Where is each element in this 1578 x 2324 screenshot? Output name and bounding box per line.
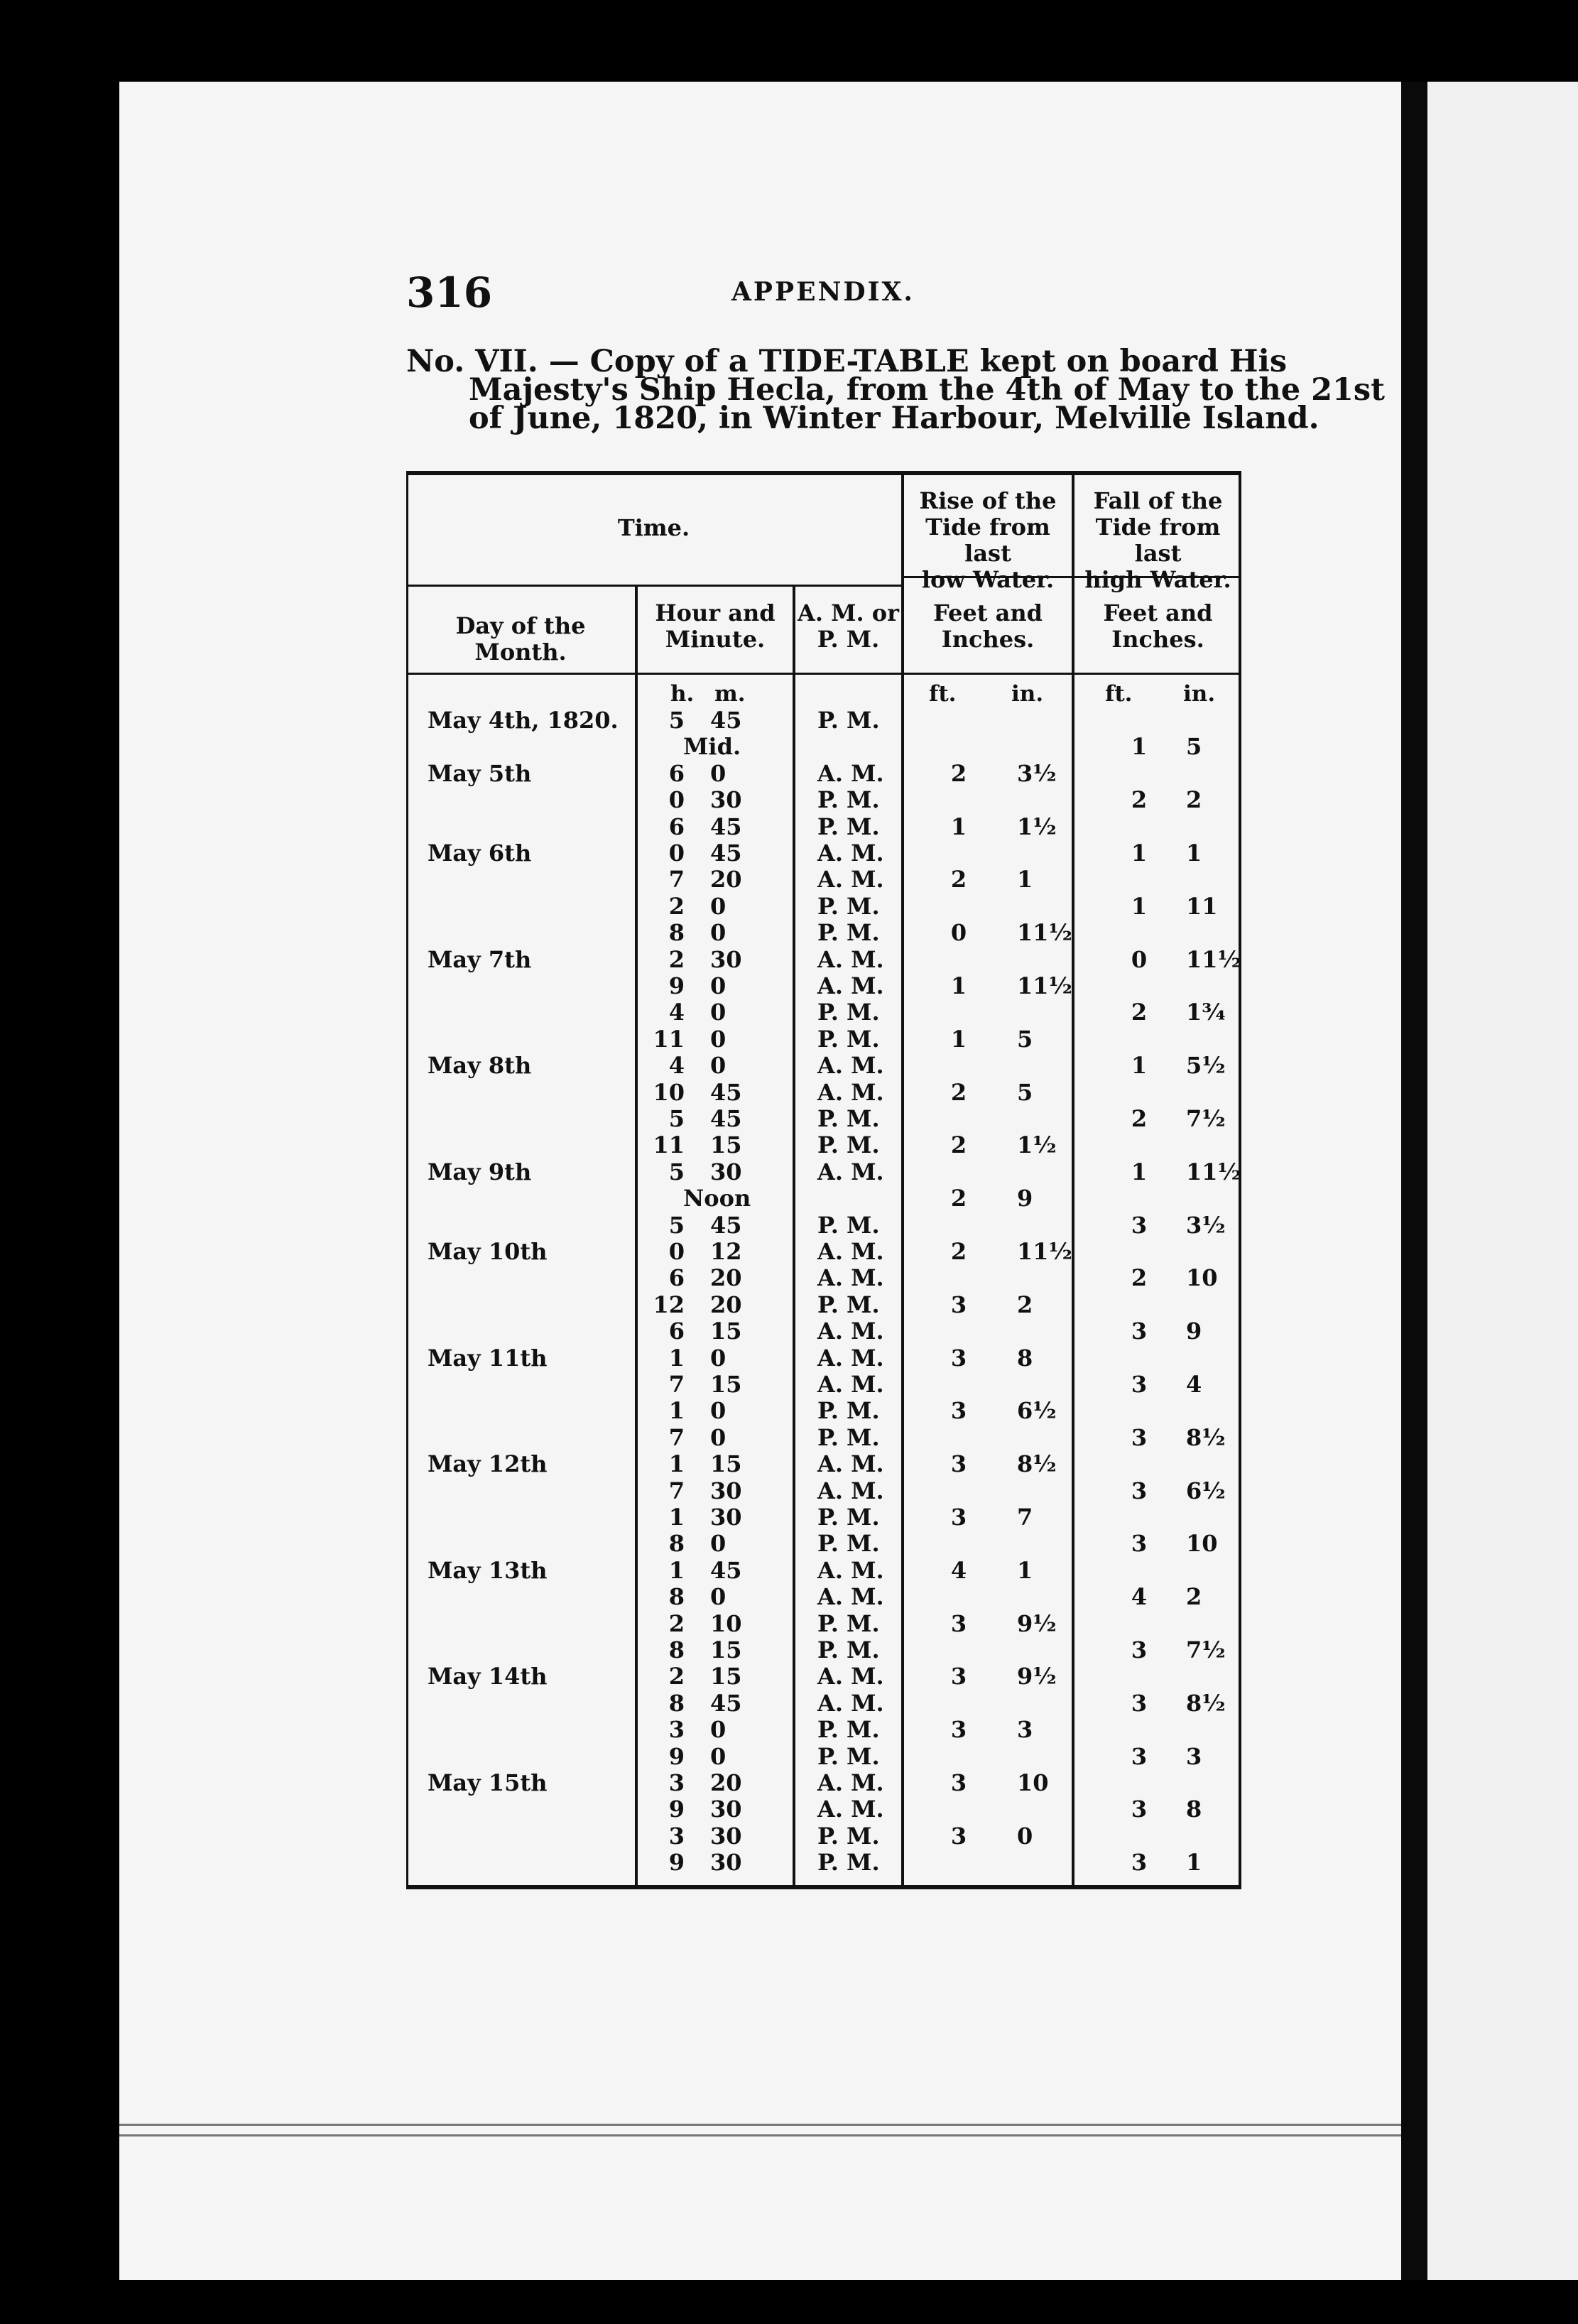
fall-inches-cell: 1¾ — [1186, 999, 1226, 1026]
time-note-cell: Mid. — [683, 733, 741, 761]
fall-feet-cell: 0 — [1131, 945, 1148, 973]
rise-feet-cell: 3 — [950, 1822, 967, 1850]
am-pm-cell: P. M. — [817, 1609, 880, 1637]
fall-feet-cell: 4 — [1131, 1583, 1148, 1611]
column-divider — [901, 471, 904, 1889]
hour-cell: 1 — [668, 1556, 685, 1584]
am-pm-cell: A. M. — [817, 1264, 884, 1292]
fall-inches-cell: 1 — [1186, 1849, 1202, 1877]
minute-cell: 20 — [710, 1769, 742, 1796]
rise-inches-cell: 1 — [1017, 1556, 1033, 1584]
rise-inches-cell: 8½ — [1017, 1450, 1057, 1478]
minute-cell: 15 — [710, 1371, 742, 1398]
hour-cell: 7 — [668, 1423, 685, 1451]
title-line: Majesty's Ship Hecla, from the 4th of May to the 21st — [469, 372, 1385, 408]
day-cell: May 7th — [428, 945, 532, 973]
am-pm-cell: P. M. — [817, 786, 880, 814]
fall-feet-cell: 3 — [1131, 1371, 1148, 1398]
rise-feet-cell: 3 — [950, 1504, 967, 1531]
fall-feet-cell: 2 — [1131, 1264, 1148, 1292]
day-cell: May 11th — [428, 1344, 548, 1372]
am-pm-cell: P. M. — [817, 1504, 880, 1531]
day-cell: May 15th — [428, 1769, 548, 1796]
hour-cell: 4 — [668, 1052, 685, 1080]
am-pm-cell: P. M. — [817, 1025, 880, 1053]
hour-cell: 7 — [668, 1371, 685, 1398]
rise-inches-cell: 9½ — [1017, 1663, 1057, 1690]
day-cell: May 8th — [428, 1052, 532, 1080]
minute-cell: 15 — [710, 1131, 742, 1159]
fall-feet-cell: 3 — [1131, 1477, 1148, 1504]
rise-feet-cell: 2 — [950, 1131, 967, 1159]
hour-cell: 4 — [668, 999, 685, 1026]
minute-cell: 45 — [710, 1689, 742, 1717]
rise-inches-cell: 9½ — [1017, 1609, 1057, 1637]
fall-inches-cell: 2 — [1186, 786, 1202, 814]
minute-cell: 20 — [710, 866, 742, 894]
minute-cell: 0 — [710, 972, 727, 999]
hour-cell: 2 — [668, 1609, 685, 1637]
rise-inches-cell: 1½ — [1017, 813, 1057, 840]
am-pm-cell: P. M. — [817, 919, 880, 947]
fall-inches-cell: 10 — [1186, 1530, 1218, 1558]
hour-cell: 5 — [668, 1211, 685, 1239]
hour-cell: 5 — [668, 1105, 685, 1132]
minute-cell: 45 — [710, 1556, 742, 1584]
am-pm-cell: P. M. — [817, 1822, 880, 1850]
rise-feet-cell: 3 — [950, 1397, 967, 1425]
am-pm-cell: P. M. — [817, 813, 880, 840]
am-pm-cell: P. M. — [817, 1742, 880, 1770]
scan-line — [119, 2124, 1401, 2126]
day-cell: May 9th — [428, 1158, 532, 1185]
fall-inches-cell: 5 — [1186, 733, 1202, 761]
minute-cell: 0 — [710, 1530, 727, 1558]
fall-inches-cell: 8½ — [1186, 1423, 1226, 1451]
rise-feet-cell: 3 — [950, 1609, 967, 1637]
minute-cell: 0 — [710, 1344, 727, 1372]
time-header: Time. — [617, 514, 690, 541]
hour-cell: 7 — [668, 866, 685, 894]
rise-inches-cell: 7 — [1017, 1504, 1033, 1531]
am-pm-cell: A. M. — [817, 1078, 884, 1106]
minute-cell: 15 — [710, 1450, 742, 1478]
fall-inches-cell: 3 — [1186, 1742, 1202, 1770]
am-pm-header: A. M. or P. M. — [797, 599, 899, 653]
am-pm-cell: A. M. — [817, 1052, 884, 1080]
fall-feet-cell: 3 — [1131, 1636, 1148, 1663]
rise-inches-cell: 5 — [1017, 1025, 1033, 1053]
rise-feet-cell: 1 — [950, 972, 967, 999]
hour-cell: 1 — [668, 1504, 685, 1531]
rise-feet-cell: 3 — [950, 1769, 967, 1796]
unit-fall-inches: in. — [1183, 681, 1216, 707]
fall-inches-cell: 5½ — [1186, 1052, 1226, 1080]
fall-feet-cell: 3 — [1131, 1742, 1148, 1770]
minute-cell: 0 — [710, 759, 727, 787]
fall-feet-cell: 1 — [1131, 840, 1148, 867]
minute-cell: 30 — [710, 1849, 742, 1877]
minute-cell: 45 — [710, 1211, 742, 1239]
rise-feet-cell: 3 — [950, 1344, 967, 1372]
minute-cell: 0 — [710, 999, 727, 1026]
fall-inches-cell: 11 — [1186, 892, 1218, 920]
hour-cell: 9 — [668, 1849, 685, 1877]
rise-feet-cell: 2 — [950, 1078, 967, 1106]
day-cell: May 4th, 1820. — [428, 707, 619, 734]
hour-minute-header: Hour and Minute. — [655, 599, 776, 653]
title-line: of June, 1820, in Winter Harbour, Melville Island. — [469, 401, 1319, 436]
am-pm-cell: A. M. — [817, 1450, 884, 1478]
minute-cell: 0 — [710, 1397, 727, 1425]
hour-cell: 8 — [668, 1583, 685, 1611]
hour-cell: 9 — [668, 1742, 685, 1770]
rise-inches-cell: 0 — [1017, 1822, 1033, 1850]
fall-inches-cell: 2 — [1186, 1583, 1202, 1611]
minute-cell: 30 — [710, 945, 742, 973]
fall-inches-cell: 8 — [1186, 1796, 1202, 1823]
am-pm-cell: P. M. — [817, 1105, 880, 1132]
fall-header: Fall of the Tide from last high Water. — [1084, 487, 1231, 593]
rise-inches-cell: 3 — [1017, 1716, 1033, 1744]
fall-feet-cell: 2 — [1131, 1105, 1148, 1132]
fall-inches-cell: 4 — [1186, 1371, 1202, 1398]
minute-cell: 30 — [710, 1477, 742, 1504]
minute-cell: 15 — [710, 1636, 742, 1663]
time-note-cell: Noon — [683, 1185, 751, 1212]
am-pm-cell: A. M. — [817, 1371, 884, 1398]
hour-cell: 11 — [653, 1025, 685, 1053]
hour-cell: 0 — [668, 840, 685, 867]
am-pm-cell: A. M. — [817, 1796, 884, 1823]
fall-inches-cell: 6½ — [1186, 1477, 1226, 1504]
title-line: No. VII. — Copy of a TIDE-TABLE kept on board His — [406, 344, 1288, 379]
rise-feet-cell: 3 — [950, 1663, 967, 1690]
am-pm-cell: A. M. — [817, 840, 884, 867]
hour-cell: 8 — [668, 1530, 685, 1558]
hour-cell: 1 — [668, 1397, 685, 1425]
rise-feet-cell: 4 — [950, 1556, 967, 1584]
rise-feet-cell: 3 — [950, 1291, 967, 1318]
am-pm-cell: A. M. — [817, 1769, 884, 1796]
am-pm-cell: A. M. — [817, 945, 884, 973]
minute-cell: 30 — [710, 1158, 742, 1185]
unit-rise-feet: ft. — [929, 681, 957, 707]
minute-cell: 30 — [710, 1796, 742, 1823]
rise-feet-cell: 1 — [950, 813, 967, 840]
rise-inches-cell: 9 — [1017, 1185, 1033, 1212]
fall-feet-cell: 1 — [1131, 733, 1148, 761]
minute-cell: 45 — [710, 1078, 742, 1106]
am-pm-cell: A. M. — [817, 972, 884, 999]
minute-cell: 30 — [710, 1504, 742, 1531]
day-cell: May 6th — [428, 840, 532, 867]
minute-cell: 10 — [710, 1609, 742, 1637]
hour-cell: 0 — [668, 1238, 685, 1265]
rise-feet-cell: 2 — [950, 1238, 967, 1265]
am-pm-cell: P. M. — [817, 1636, 880, 1663]
fall-inches-cell: 7½ — [1186, 1105, 1226, 1132]
book-page-right-edge — [1427, 82, 1578, 2280]
hour-cell: 6 — [668, 1318, 685, 1345]
fall-inches-cell: 11½ — [1186, 945, 1241, 973]
rise-inches-cell: 2 — [1017, 1291, 1033, 1318]
fall-inches-cell: 9 — [1186, 1318, 1202, 1345]
hour-cell: 3 — [668, 1716, 685, 1744]
unit-minutes: m. — [714, 681, 746, 707]
rise-inches-cell: 11½ — [1017, 919, 1072, 947]
minute-cell: 0 — [710, 1423, 727, 1451]
hour-cell: 3 — [668, 1769, 685, 1796]
hour-cell: 11 — [653, 1131, 685, 1159]
am-pm-cell: A. M. — [817, 1583, 884, 1611]
am-pm-cell: P. M. — [817, 1397, 880, 1425]
fall-feet-cell: 3 — [1131, 1318, 1148, 1345]
am-pm-cell: A. M. — [817, 1556, 884, 1584]
unit-rise-inches: in. — [1011, 681, 1044, 707]
scan-line — [119, 2134, 1401, 2136]
rise-feet-cell: 1 — [950, 1025, 967, 1053]
am-pm-cell: A. M. — [817, 1344, 884, 1372]
am-pm-cell: A. M. — [817, 1238, 884, 1265]
unit-fall-feet: ft. — [1105, 681, 1133, 707]
header-rule — [406, 673, 1241, 675]
day-cell: May 13th — [428, 1556, 548, 1584]
hour-cell: 8 — [668, 919, 685, 947]
page-number: 316 — [406, 268, 493, 317]
rise-inches-cell: 11½ — [1017, 972, 1072, 999]
minute-cell: 0 — [710, 1583, 727, 1611]
fall-inches-cell: 3½ — [1186, 1211, 1226, 1239]
am-pm-cell: P. M. — [817, 1849, 880, 1877]
tide-table — [406, 471, 1241, 1889]
rise-inches-cell: 3½ — [1017, 759, 1057, 787]
book-gutter — [1401, 82, 1427, 2280]
am-pm-cell: P. M. — [817, 892, 880, 920]
am-pm-cell: P. M. — [817, 707, 880, 734]
hour-cell: 8 — [668, 1636, 685, 1663]
minute-cell: 15 — [710, 1318, 742, 1345]
am-pm-cell: A. M. — [817, 1689, 884, 1717]
rise-feet-inches-header: Feet and Inches. — [933, 599, 1043, 653]
rise-feet-cell: 0 — [950, 919, 967, 947]
am-pm-cell: A. M. — [817, 1318, 884, 1345]
minute-cell: 0 — [710, 1025, 727, 1053]
fall-inches-cell: 7½ — [1186, 1636, 1226, 1663]
fall-inches-cell: 11½ — [1186, 1158, 1241, 1185]
hour-cell: 5 — [668, 707, 685, 734]
fall-inches-cell: 10 — [1186, 1264, 1218, 1292]
fall-feet-cell: 2 — [1131, 999, 1148, 1026]
minute-cell: 0 — [710, 1716, 727, 1744]
column-divider — [793, 587, 795, 1889]
hour-cell: 1 — [668, 1344, 685, 1372]
fall-feet-cell: 2 — [1131, 786, 1148, 814]
minute-cell: 30 — [710, 1822, 742, 1850]
fall-feet-cell: 3 — [1131, 1423, 1148, 1451]
fall-feet-cell: 3 — [1131, 1796, 1148, 1823]
fall-feet-cell: 3 — [1131, 1849, 1148, 1877]
fall-feet-cell: 1 — [1131, 1158, 1148, 1185]
minute-cell: 20 — [710, 1264, 742, 1292]
table-title — [406, 344, 1385, 436]
fall-inches-cell: 8½ — [1186, 1689, 1226, 1717]
minute-cell: 45 — [710, 840, 742, 867]
am-pm-cell: A. M. — [817, 759, 884, 787]
rise-inches-cell: 8 — [1017, 1344, 1033, 1372]
rise-inches-cell: 1½ — [1017, 1131, 1057, 1159]
fall-feet-cell: 1 — [1131, 1052, 1148, 1080]
minute-cell: 45 — [710, 707, 742, 734]
hour-cell: 6 — [668, 759, 685, 787]
day-cell: May 10th — [428, 1238, 548, 1265]
rise-inches-cell: 1 — [1017, 866, 1033, 894]
hour-cell: 1 — [668, 1450, 685, 1478]
am-pm-cell: A. M. — [817, 1477, 884, 1504]
running-head: APPENDIX. — [731, 277, 915, 307]
hour-cell: 2 — [668, 1663, 685, 1690]
am-pm-cell: A. M. — [817, 1158, 884, 1185]
rise-inches-cell: 6½ — [1017, 1397, 1057, 1425]
rise-inches-cell: 10 — [1017, 1769, 1049, 1796]
hour-cell: 0 — [668, 786, 685, 814]
unit-hours: h. — [670, 681, 695, 707]
header-rule — [406, 585, 901, 587]
day-of-month-header: Day of the Month. — [455, 612, 586, 666]
am-pm-cell: P. M. — [817, 1211, 880, 1239]
day-cell: May 12th — [428, 1450, 548, 1478]
fall-feet-inches-header: Feet and Inches. — [1103, 599, 1213, 653]
hour-cell: 12 — [653, 1291, 685, 1318]
hour-cell: 7 — [668, 1477, 685, 1504]
am-pm-cell: P. M. — [817, 1131, 880, 1159]
day-cell: May 14th — [428, 1663, 548, 1690]
hour-cell: 2 — [668, 945, 685, 973]
minute-cell: 20 — [710, 1291, 742, 1318]
minute-cell: 15 — [710, 1663, 742, 1690]
am-pm-cell: P. M. — [817, 1423, 880, 1451]
minute-cell: 0 — [710, 1052, 727, 1080]
hour-cell: 6 — [668, 813, 685, 840]
hour-cell: 10 — [653, 1078, 685, 1106]
am-pm-cell: P. M. — [817, 1291, 880, 1318]
rise-feet-cell: 2 — [950, 759, 967, 787]
hour-cell: 3 — [668, 1822, 685, 1850]
hour-cell: 9 — [668, 1796, 685, 1823]
rise-header: Rise of the Tide from last low Water. — [919, 487, 1057, 593]
fall-inches-cell: 1 — [1186, 840, 1202, 867]
hour-cell: 2 — [668, 892, 685, 920]
hour-cell: 9 — [668, 972, 685, 999]
am-pm-cell: P. M. — [817, 1716, 880, 1744]
fall-feet-cell: 3 — [1131, 1689, 1148, 1717]
rise-inches-cell: 11½ — [1017, 1238, 1072, 1265]
column-divider — [1072, 471, 1074, 1889]
hour-cell: 5 — [668, 1158, 685, 1185]
minute-cell: 45 — [710, 1105, 742, 1132]
minute-cell: 0 — [710, 919, 727, 947]
rise-feet-cell: 2 — [950, 1185, 967, 1212]
rise-inches-cell: 5 — [1017, 1078, 1033, 1106]
fall-feet-cell: 3 — [1131, 1530, 1148, 1558]
hour-cell: 8 — [668, 1689, 685, 1717]
am-pm-cell: A. M. — [817, 866, 884, 894]
minute-cell: 12 — [710, 1238, 742, 1265]
minute-cell: 30 — [710, 786, 742, 814]
minute-cell: 0 — [710, 892, 727, 920]
am-pm-cell: P. M. — [817, 999, 880, 1026]
rise-feet-cell: 2 — [950, 866, 967, 894]
am-pm-cell: A. M. — [817, 1663, 884, 1690]
rise-feet-cell: 3 — [950, 1450, 967, 1478]
minute-cell: 0 — [710, 1742, 727, 1770]
rise-feet-cell: 3 — [950, 1716, 967, 1744]
fall-feet-cell: 3 — [1131, 1211, 1148, 1239]
hour-cell: 6 — [668, 1264, 685, 1292]
minute-cell: 45 — [710, 813, 742, 840]
am-pm-cell: P. M. — [817, 1530, 880, 1558]
fall-feet-cell: 1 — [1131, 892, 1148, 920]
day-cell: May 5th — [428, 759, 532, 787]
